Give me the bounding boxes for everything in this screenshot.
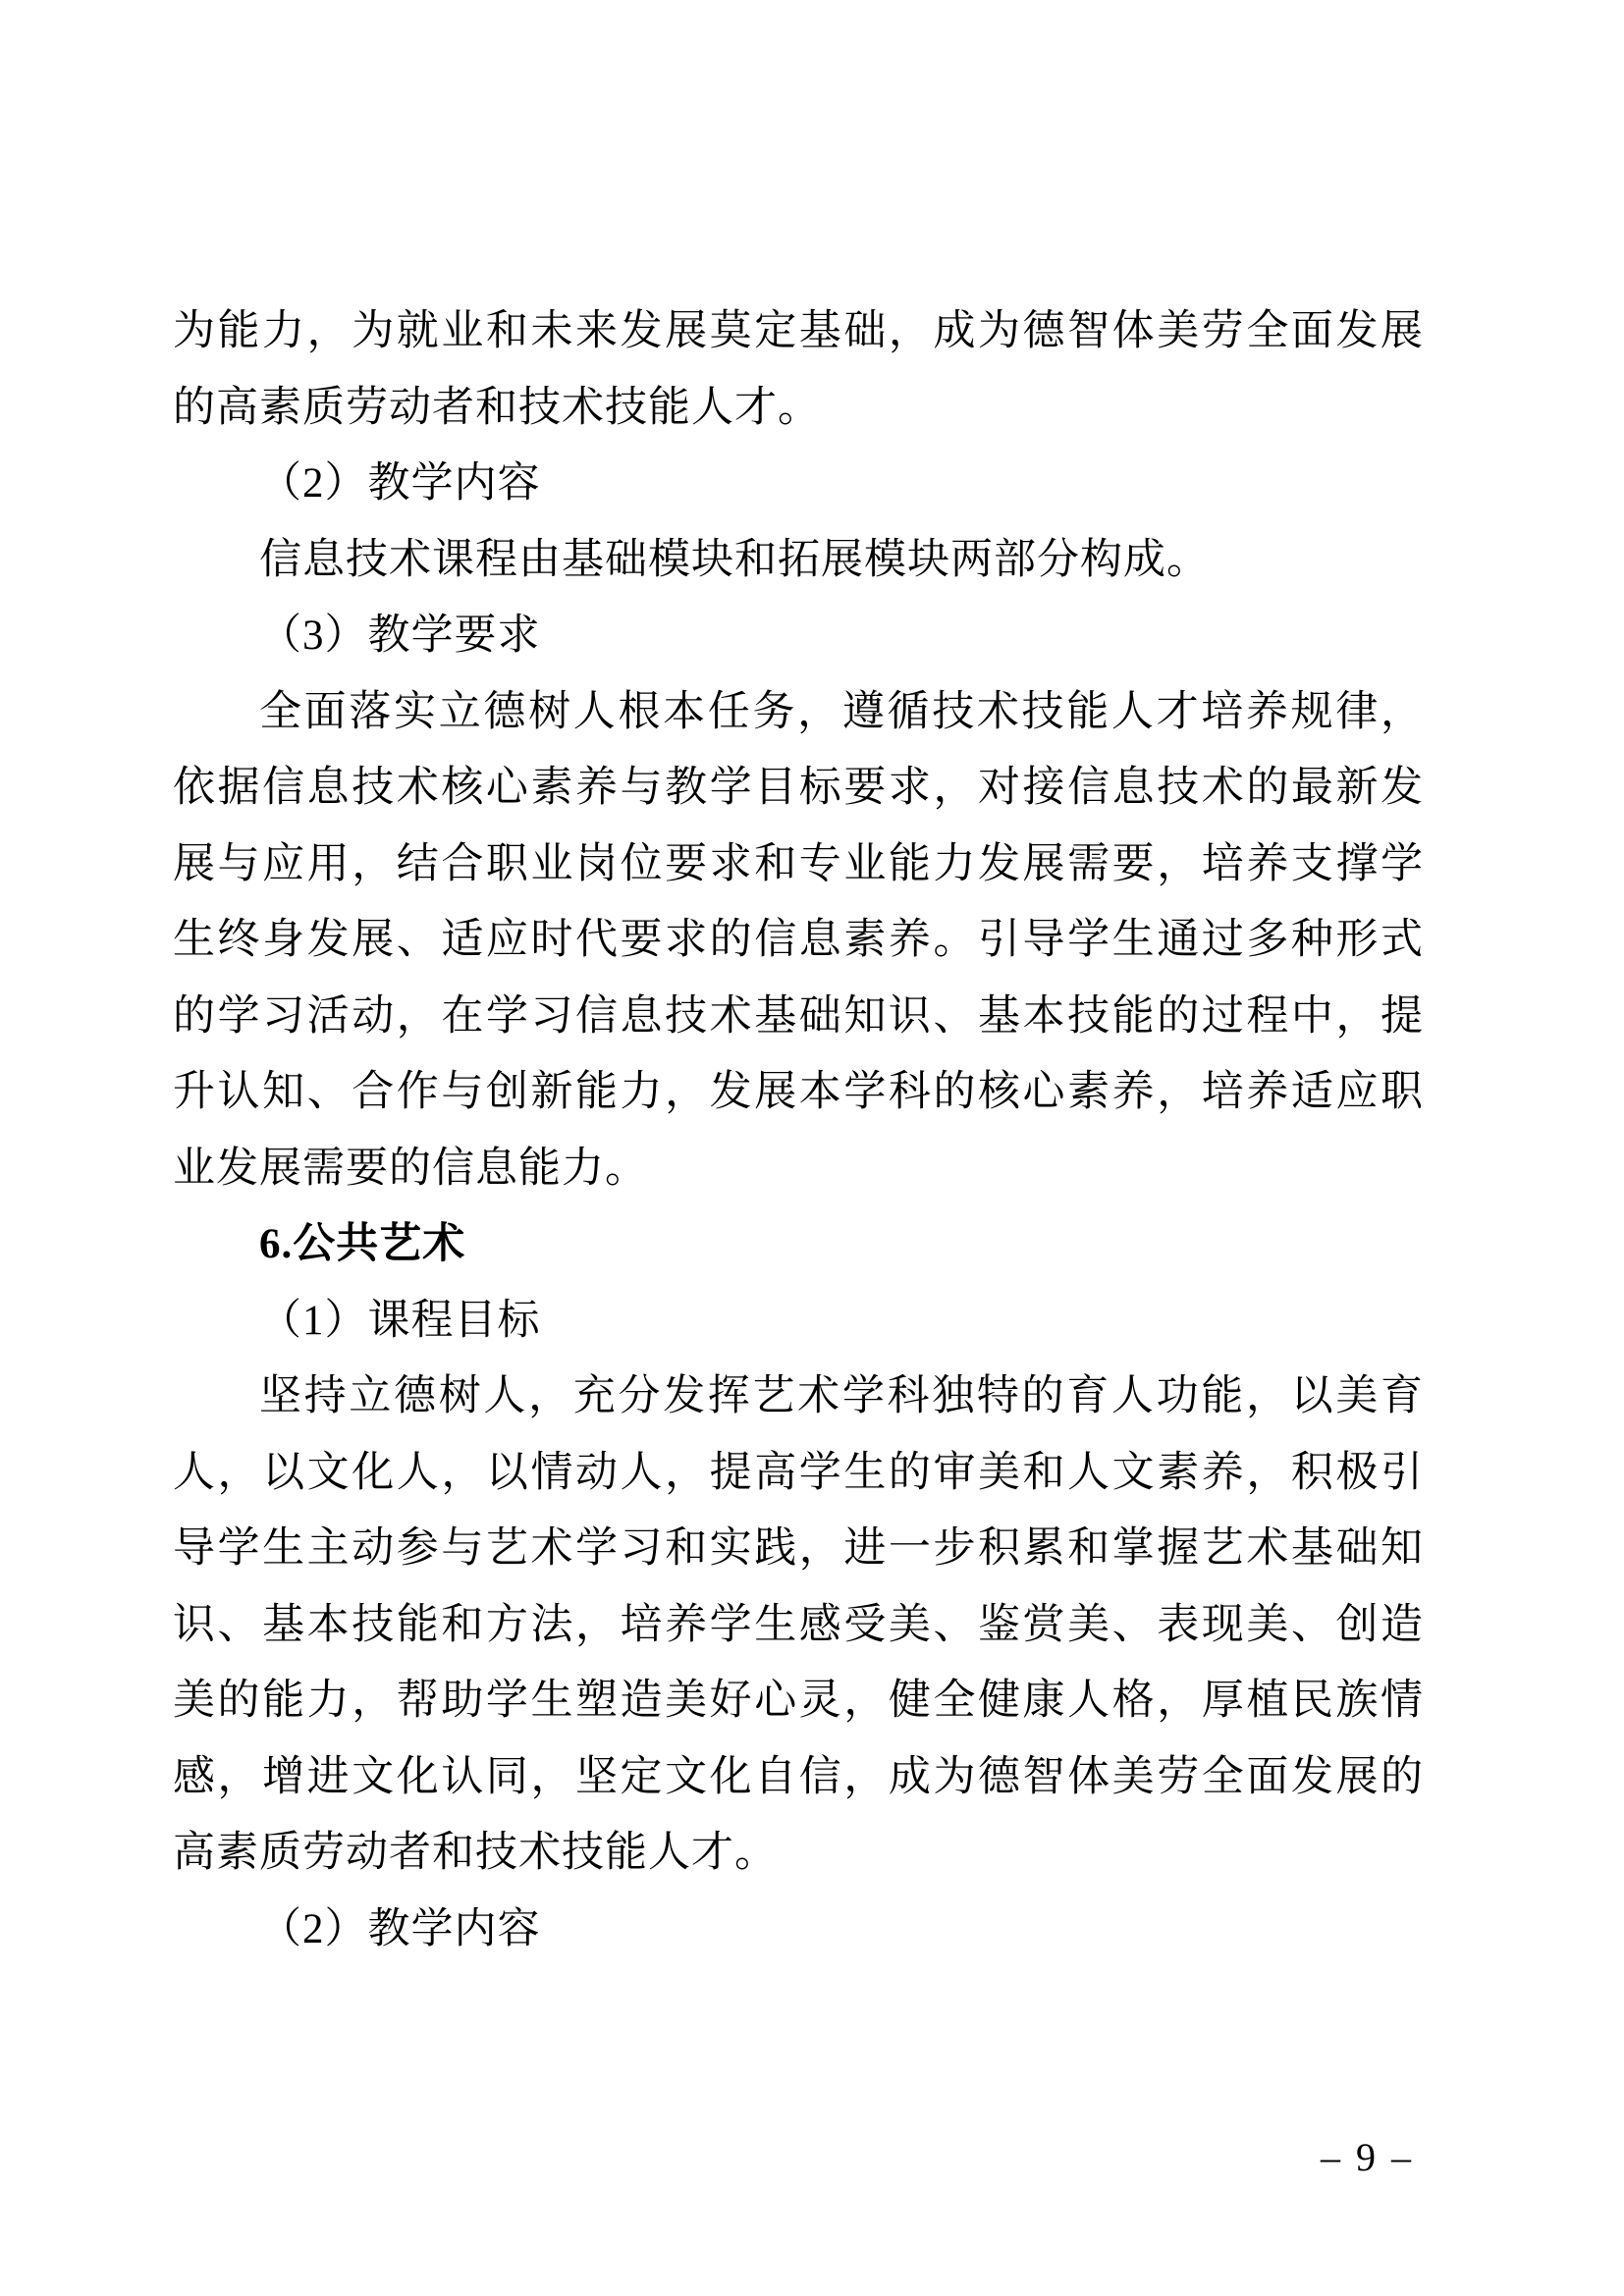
text-line: 感，增进文化认同，坚定文化自信，成为德智体美劳全面发展的 [173, 1753, 1424, 1800]
page-number: – 9 – [1321, 2135, 1414, 2179]
text-line: （2）教学内容 [259, 460, 541, 507]
text-line: 信息技术课程由基础模块和拓展模块两部分构成。 [259, 536, 1210, 583]
text-line: 展与应用，结合职业岗位要求和专业能力发展需要，培养支撑学 [173, 840, 1424, 887]
text-line: 导学生主动参与艺术学习和实践，进一步积累和掌握艺术基础知 [173, 1525, 1424, 1572]
text-line: 生终身发展、适应时代要求的信息素养。引导学生通过多种形式 [173, 917, 1424, 963]
text-line: 人，以文化人，以情动人，提高学生的审美和人文素养，积极引 [173, 1449, 1424, 1496]
text-line: 高素质劳动者和技术技能人才。 [173, 1830, 778, 1876]
text-line: 全面落实立德树人根本任务，遵循技术技能人才培养规律， [259, 688, 1424, 735]
text-line: 识、基本技能和方法，培养学生感受美、鉴赏美、表现美、创造 [173, 1601, 1424, 1648]
text-line: 美的能力，帮助学生塑造美好心灵，健全健康人格，厚植民族情 [173, 1678, 1424, 1724]
text-line: 的高素质劳动者和技术技能人才。 [173, 384, 821, 431]
text-line: （2）教学内容 [259, 1905, 541, 1952]
text-line: 业发展需要的信息能力。 [173, 1145, 648, 1192]
text-line: 6.公共艺术 [259, 1221, 466, 1267]
text-line: 坚持立德树人，充分发挥艺术学科独特的育人功能，以美育 [259, 1373, 1424, 1419]
text-line: （3）教学要求 [259, 613, 541, 659]
text-line: （1）课程目标 [259, 1297, 541, 1344]
text-line: 升认知、合作与创新能力，发展本学科的核心素养，培养适应职 [173, 1069, 1424, 1115]
text-line: 依据信息技术核心素养与教学目标要求，对接信息技术的最新发 [173, 765, 1424, 811]
text-line: 为能力，为就业和未来发展莫定基础，成为德智体美劳全面发展 [173, 308, 1424, 354]
text-line: 的学习活动，在学习信息技术基础知识、基本技能的过程中，提 [173, 992, 1424, 1040]
